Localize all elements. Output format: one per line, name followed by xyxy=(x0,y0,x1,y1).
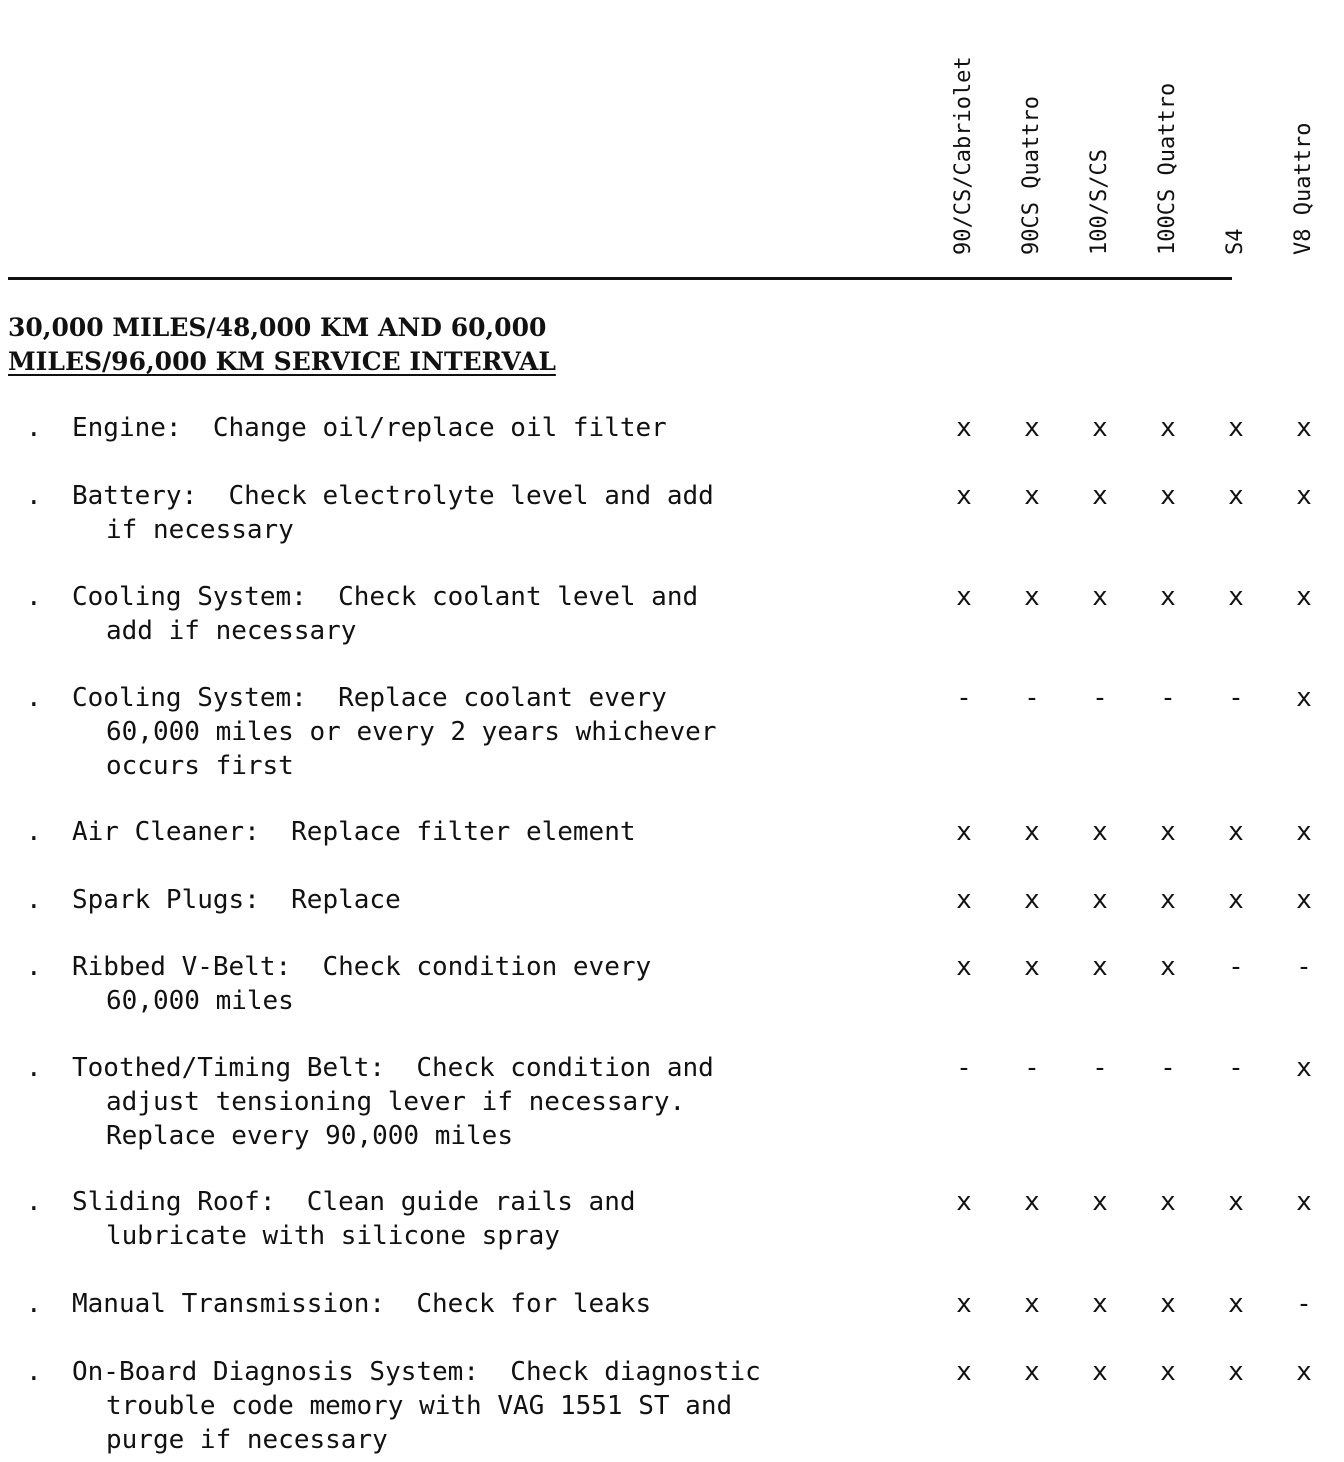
header-rule xyxy=(8,277,1232,280)
service-item-text-continued: 60,000 miles xyxy=(106,986,294,1016)
applicability-mark: - xyxy=(1228,1053,1244,1083)
applicability-mark: x xyxy=(1228,582,1244,612)
applicability-mark: x xyxy=(1228,885,1244,915)
bullet-marker: . xyxy=(26,1357,42,1387)
applicability-mark: x xyxy=(1024,1187,1040,1217)
applicability-mark: - xyxy=(956,1053,972,1083)
applicability-mark: x xyxy=(1024,413,1040,443)
applicability-mark: x xyxy=(1160,952,1176,982)
bullet-marker: . xyxy=(26,1187,42,1217)
applicability-mark: x xyxy=(1296,885,1312,915)
column-header-6: V8 Quattro xyxy=(1291,122,1316,255)
applicability-mark: x xyxy=(1228,1357,1244,1387)
applicability-mark: x xyxy=(1092,481,1108,511)
service-item-text: Engine: Change oil/replace oil filter xyxy=(72,413,667,443)
applicability-mark: x xyxy=(956,885,972,915)
applicability-mark: - xyxy=(1160,683,1176,713)
applicability-mark: x xyxy=(956,817,972,847)
applicability-mark: x xyxy=(1092,1187,1108,1217)
service-item-text-continued: Replace every 90,000 miles xyxy=(106,1121,513,1151)
applicability-mark: x xyxy=(1160,413,1176,443)
applicability-mark: x xyxy=(1092,1357,1108,1387)
applicability-mark: - xyxy=(1296,1289,1312,1319)
service-item-text-continued: trouble code memory with VAG 1551 ST and xyxy=(106,1391,733,1421)
applicability-mark: x xyxy=(1160,1289,1176,1319)
service-item-text-continued: lubricate with silicone spray xyxy=(106,1221,560,1251)
applicability-mark: x xyxy=(1296,1357,1312,1387)
applicability-mark: x xyxy=(1228,1289,1244,1319)
applicability-mark: x xyxy=(956,481,972,511)
applicability-mark: x xyxy=(956,413,972,443)
service-item-text-continued: adjust tensioning lever if necessary. xyxy=(106,1087,686,1117)
applicability-mark: x xyxy=(1296,1187,1312,1217)
applicability-mark: x xyxy=(1160,817,1176,847)
bullet-marker: . xyxy=(26,582,42,612)
applicability-mark: x xyxy=(1024,952,1040,982)
bullet-marker: . xyxy=(26,1289,42,1319)
applicability-mark: x xyxy=(1296,413,1312,443)
applicability-mark: x xyxy=(1228,1187,1244,1217)
bullet-marker: . xyxy=(26,413,42,443)
bullet-marker: . xyxy=(26,481,42,511)
service-item-text: Air Cleaner: Replace filter element xyxy=(72,817,636,847)
service-item-text: Cooling System: Check coolant level and xyxy=(72,582,699,612)
service-item-text-continued: 60,000 miles or every 2 years whichever xyxy=(106,717,717,747)
service-item-text: Sliding Roof: Clean guide rails and xyxy=(72,1187,636,1217)
service-item-text: Toothed/Timing Belt: Check condition and xyxy=(72,1053,714,1083)
applicability-mark: x xyxy=(1092,885,1108,915)
applicability-mark: x xyxy=(956,1187,972,1217)
applicability-mark: - xyxy=(1296,952,1312,982)
column-header-4: 100CS Quattro xyxy=(1155,82,1180,255)
applicability-mark: x xyxy=(1092,817,1108,847)
column-header-3: 100/S/CS xyxy=(1087,149,1112,255)
applicability-mark: x xyxy=(1296,1053,1312,1083)
applicability-mark: x xyxy=(1024,885,1040,915)
service-item-text: Manual Transmission: Check for leaks xyxy=(72,1289,652,1319)
applicability-mark: x xyxy=(1296,683,1312,713)
applicability-mark: x xyxy=(1228,481,1244,511)
applicability-mark: x xyxy=(1160,582,1176,612)
service-item-text: Battery: Check electrolyte level and add xyxy=(72,481,714,511)
service-item-text: On-Board Diagnosis System: Check diagnostic xyxy=(72,1357,761,1387)
applicability-mark: x xyxy=(1160,1187,1176,1217)
applicability-mark: x xyxy=(1024,481,1040,511)
applicability-mark: x xyxy=(1024,582,1040,612)
applicability-mark: x xyxy=(956,1289,972,1319)
service-item-text-continued: purge if necessary xyxy=(106,1425,388,1455)
applicability-mark: - xyxy=(1092,1053,1108,1083)
column-header-1: 90/CS/Cabriolet xyxy=(951,56,976,255)
column-header-5: S4 xyxy=(1223,228,1248,255)
service-item-text: Spark Plugs: Replace xyxy=(72,885,401,915)
applicability-mark: x xyxy=(1160,885,1176,915)
applicability-mark: - xyxy=(1024,1053,1040,1083)
applicability-mark: - xyxy=(1092,683,1108,713)
service-item-text-continued: occurs first xyxy=(106,751,294,781)
bullet-marker: . xyxy=(26,952,42,982)
service-item-text-continued: if necessary xyxy=(106,515,294,545)
applicability-mark: - xyxy=(1024,683,1040,713)
applicability-mark: x xyxy=(1024,817,1040,847)
applicability-mark: x xyxy=(956,1357,972,1387)
service-item-text: Cooling System: Replace coolant every xyxy=(72,683,667,713)
applicability-mark: x xyxy=(956,952,972,982)
applicability-mark: x xyxy=(1092,1289,1108,1319)
applicability-mark: x xyxy=(1024,1357,1040,1387)
applicability-mark: x xyxy=(1092,413,1108,443)
applicability-mark: x xyxy=(1160,481,1176,511)
applicability-mark: x xyxy=(1092,582,1108,612)
applicability-mark: x xyxy=(1296,481,1312,511)
bullet-marker: . xyxy=(26,1053,42,1083)
service-item-text-continued: add if necessary xyxy=(106,616,357,646)
section-title-line-1: 30,000 MILES/48,000 KM AND 60,000 xyxy=(8,313,547,342)
applicability-mark: x xyxy=(1296,582,1312,612)
applicability-mark: x xyxy=(1160,1357,1176,1387)
bullet-marker: . xyxy=(26,885,42,915)
bullet-marker: . xyxy=(26,817,42,847)
section-title-line-2: MILES/96,000 KM SERVICE INTERVAL xyxy=(8,347,556,376)
column-header-2: 90CS Quattro xyxy=(1019,96,1044,255)
applicability-mark: - xyxy=(1160,1053,1176,1083)
applicability-mark: - xyxy=(1228,952,1244,982)
applicability-mark: x xyxy=(1296,817,1312,847)
applicability-mark: - xyxy=(956,683,972,713)
applicability-mark: x xyxy=(1024,1289,1040,1319)
applicability-mark: x xyxy=(1228,817,1244,847)
bullet-marker: . xyxy=(26,683,42,713)
service-item-text: Ribbed V-Belt: Check condition every xyxy=(72,952,652,982)
applicability-mark: x xyxy=(956,582,972,612)
applicability-mark: x xyxy=(1092,952,1108,982)
applicability-mark: - xyxy=(1228,683,1244,713)
applicability-mark: x xyxy=(1228,413,1244,443)
